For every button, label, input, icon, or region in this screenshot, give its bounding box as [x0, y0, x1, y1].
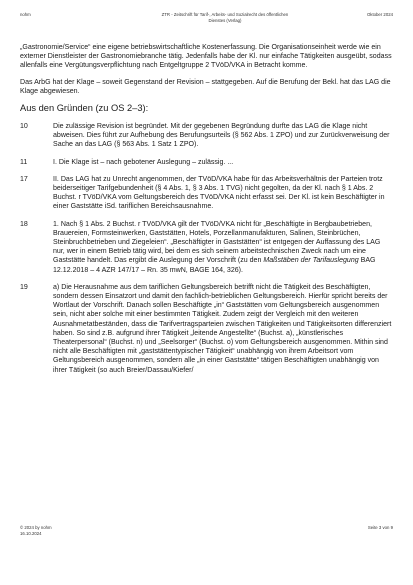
header-left: nohm [20, 12, 31, 17]
footer-copyright: © 2024 by nohm [20, 525, 52, 530]
numbered-paragraph-17 [20, 175, 393, 212]
paragraph-text-italic: Maßstäben der Tarifauslegung [263, 257, 359, 265]
paragraph-text: I. Die Klage ist – nach gebotener Auslegung – zulässig. ... [53, 158, 234, 166]
header-date: Oktober 2024 [366, 12, 393, 17]
paragraph-text [53, 220, 393, 275]
paragraph-number: 19 [20, 283, 28, 291]
header-journal-title [120, 12, 330, 23]
footer-left [20, 525, 52, 536]
paragraph-number: 11 [20, 158, 28, 166]
paragraph-text: II. Das LAG hat zu Unrecht angenommen, der TVöD/VKA habe für das Arbeitsverhältnis der Parteien trotz beiderseitiger Tarifgebundenheit (§ 4 Abs. 1, § 3 Abs. 1 TVG) nicht gegolten, da der Kl. nach § 1 Abs. 2 Buchst. r TVöD/VKA vom Geltungsbereich des TVöD/VKA nicht erfasst sei. Der Kl. ist kein Beschäftigter in einer Gaststätte iSd. tariflichen Bereichsausnahme. [53, 175, 385, 211]
page-number: Seite 3 von 9 [367, 525, 393, 530]
header-journal-line-1: ZTR - Zeitschrift für Tarif-, Arbeits- und Sozialrecht des öffentlichen [161, 12, 289, 17]
paragraph-text: a) Die Herausnahme aus dem tariflichen Geltungsbereich betrifft nicht die Tätigkeit des Beschäftigten, sondern dessen Einsatzort und damit den fachlich-betrieblichen Geltungsbereich. Hierfür spricht bereits der Wortlaut der Vorschrift. Danach sollen Beschäftigte „in“ Gaststätten vom Geltungsbereich ausgenommen sein, nicht aber solche mit einer bestimmten Tätigkeit. Zudem zeigt der Vergleich mit den weiteren Ausnahmetatbeständen, dass die Tarifvertragsparteien zwischen Tätigkeiten und Tätigkeitsorten differenziert haben. So sind z.B. aufgrund ihrer Tätigkeit „leitende Angestellte“ (Buchst. a), „künstlerisches Theaterpersonal“ (Buchst. n) und „Seelsorger“ (Buchst. o) vom Geltungsbereich ausgenommen. Mithin sind nicht alle Beschäftigten mit „gaststättentypischer Tätigkeit“ unabhängig von ihrem Arbeitsort vom Geltungsbereich ausgenommen, sondern alle „in einer Gaststätte“ tätigen Beschäftigten unabhängig von ihrer Tätigkeit (so auch Breier/Dassau/Kiefer/ [53, 283, 392, 374]
paragraph-text: Die zulässige Revision ist begründet. Mit der gegebenen Begründung durfte das LAG die Klage nicht abweisen. Dies führt zur Aufhebung des Berufungsurteils (§ 562 Abs. 1 ZPO) und zur Zurückverweisung der Sache an das LAG (§ 563 Abs. 1 Satz 1 ZPO). [53, 123, 390, 149]
numbered-paragraph-10 [20, 122, 393, 150]
paragraph-number: 17 [20, 175, 28, 183]
document-body [20, 43, 393, 383]
header-journal-line-2: Dienstes (Verlag) [208, 17, 242, 23]
numbered-paragraph-18 [20, 220, 393, 275]
paragraph-number: 10 [20, 123, 28, 131]
paragraph-number: 18 [20, 220, 28, 228]
lead-paragraph-2: Das ArbG hat der Klage – soweit Gegenstand der Revision – stattgegeben. Auf die Berufung der Bekl. hat das LAG die Klage abgewiesen. [20, 78, 391, 95]
numbered-paragraph-11 [20, 158, 393, 167]
section-heading: Aus den Gründen (zu OS 2–3): [20, 103, 149, 114]
numbered-paragraph-19 [20, 283, 393, 375]
paragraph-text-part-b: BAG 12.12.2018 – 4 AZR 147/17 – Rn. 35 mwN, BAGE 164, 326). [53, 257, 376, 274]
footer-date: 16.10.2024 [20, 530, 42, 536]
paragraph-text-part-a: 1. Nach § 1 Abs. 2 Buchst. r TVöD/VKA gilt der TVöD/VKA nicht für „Beschäftigte in Bergbaubetrieben, Brauereien, Formsteinwerken, Gaststätten, Hotels, Porzellanmanufakturen, Salinen, Steinbrüchen, Steinbruchbetrieben und Ziegeleien“. „Beschäftigter in Gaststätten“ ist entgegen der Auffassung des LAG nur, wer in einem Betrieb tätig wird, bei dem es sich seinem arbeitstechnischen Zweck nach um eine Gaststätte handelt. Das ergibt die Auslegung der Vorschrift (zu den [53, 220, 381, 265]
lead-paragraph-1: „Gastronomie/Service“ eine eigene betriebswirtschaftliche Kostenerfassung. Die Organisationseinheit werde wie ein externer Dienstleister der Gastronomiebranche tätig. Jedenfalls habe der Kl. nur einfache Tätigkeiten ausgeübt, sodass allenfalls eine Vergütungsverpflichtung nach Entgeltgruppe 2 TVöD/VKA in Betracht komme. [20, 44, 392, 70]
